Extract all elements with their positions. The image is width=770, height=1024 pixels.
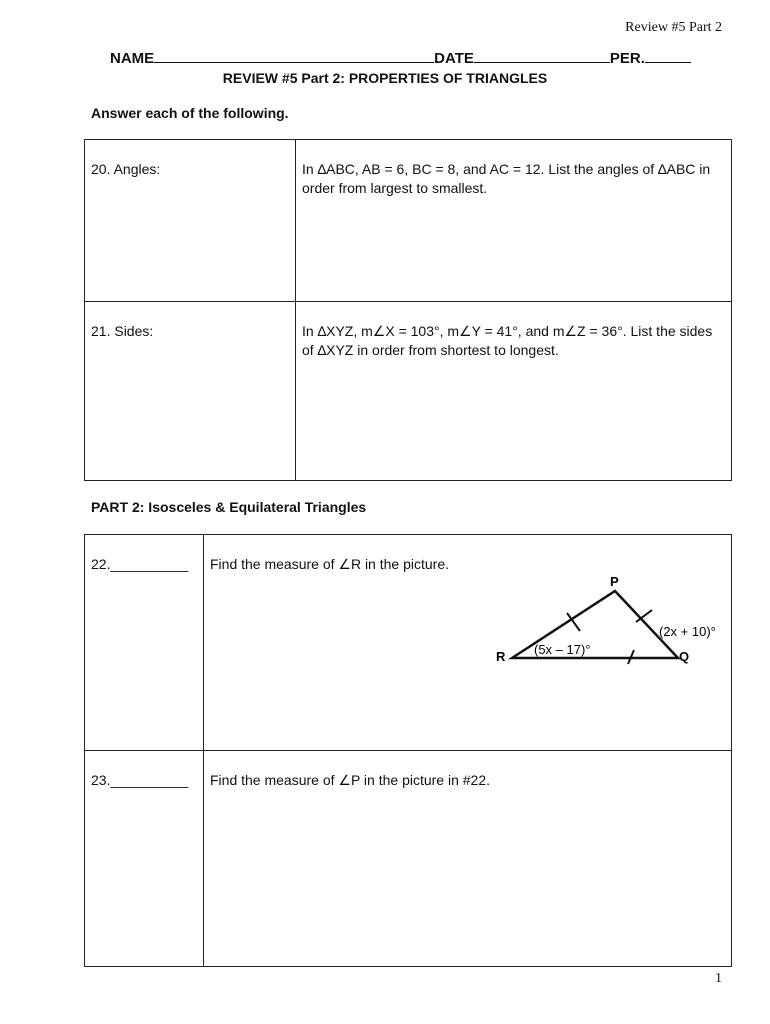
vertex-r-label: R — [496, 649, 506, 664]
q23-text: Find the measure of ∠P in the picture in #22. — [210, 772, 491, 788]
q23-label: 23.__________ — [91, 772, 189, 788]
q22-label: 22.__________ — [91, 556, 189, 572]
running-header: Review #5 Part 2 — [625, 20, 722, 35]
page-number: 1 — [715, 971, 722, 986]
date-label: DATE — [434, 50, 474, 67]
part2-heading: PART 2: Isosceles & Equilateral Triangles — [91, 499, 367, 515]
angle-r-label: (5x – 17)° — [534, 642, 591, 657]
vertex-q-label: Q — [679, 649, 690, 664]
name-label: NAME — [110, 50, 155, 67]
per-label: PER. — [609, 50, 645, 67]
q21-label: 21. Sides: — [91, 323, 154, 339]
q22-text: Find the measure of ∠R in the picture. — [210, 556, 449, 572]
q21-text: In ∆XYZ, m∠X = 103°, m∠Y = 41°, and m∠Z = 36°. List the sides of ∆XYZ in order from shortest to longest. — [302, 323, 713, 358]
vertex-p-label: P — [610, 574, 619, 589]
q20-label: 20. Angles: — [91, 161, 161, 177]
angle-q-label: (2x + 10)° — [659, 624, 716, 639]
instructions: Answer each of the following. — [91, 105, 289, 121]
worksheet-title: REVIEW #5 Part 2: PROPERTIES OF TRIANGLES — [222, 70, 548, 86]
q20-text: In ∆ABC, AB = 6, BC = 8, and AC = 12. List the angles of ∆ABC in order from largest to smallest. — [302, 161, 711, 196]
